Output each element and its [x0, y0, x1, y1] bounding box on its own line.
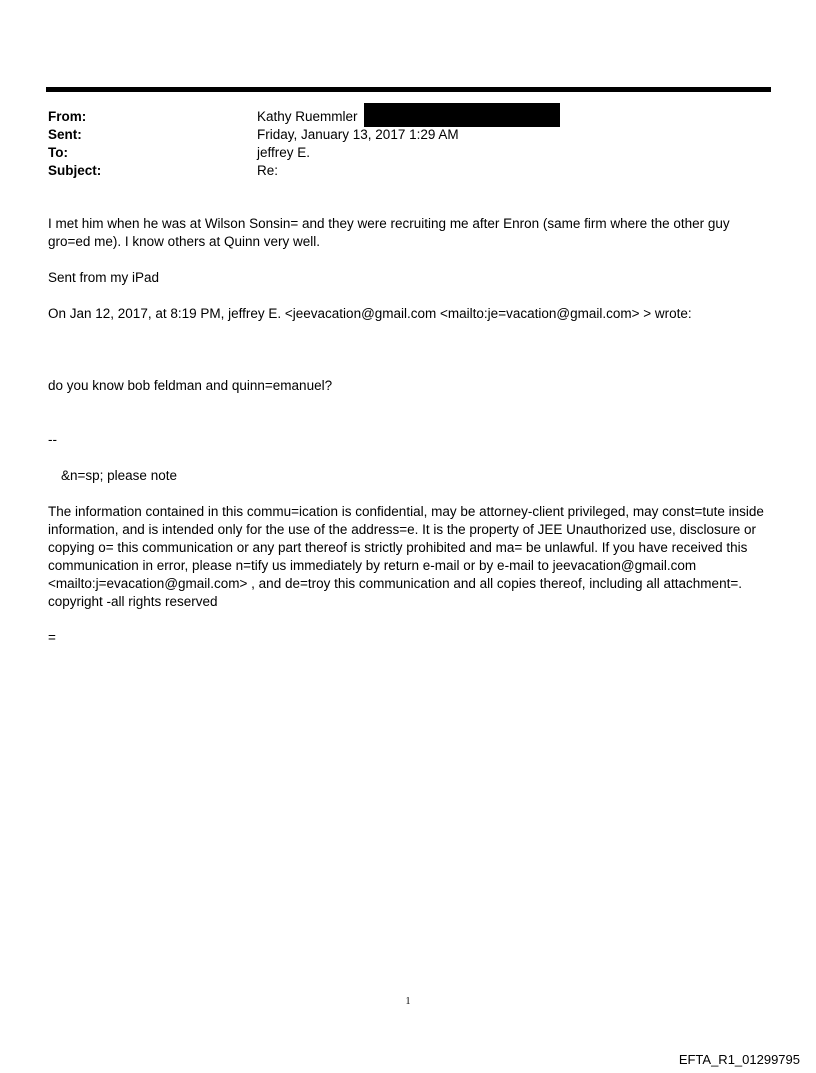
message-text: I met him when he was at Wilson Sonsin= and they were recruiting me after Enron (same firm where the other guy gro=ed me). I know others at Quinn very well.: [48, 216, 730, 249]
subject-row: [48, 162, 768, 180]
from-row: [48, 108, 768, 126]
email-header: [48, 108, 768, 180]
quote-intro-text: On Jan 12, 2017, at 8:19 PM, jeffrey E. <jeevacation@gmail.com <mailto:je=vacation@gmail.com> > wrote:: [48, 306, 692, 321]
sent-from-text: Sent from my iPad: [48, 270, 160, 285]
from-value: Kathy Ruemmler: [257, 109, 358, 124]
redaction-block: [364, 103, 560, 127]
quoted-question-text: do you know bob feldman and quinn=emanuel?: [48, 378, 333, 393]
sent-row: [48, 126, 768, 144]
to-label: To:: [48, 145, 68, 160]
header-rule: [46, 87, 771, 92]
email-body: [48, 215, 768, 647]
document-id: EFTA_R1_01299795: [678, 1052, 800, 1067]
signature-dash: --: [48, 432, 57, 447]
trailing-text: =: [48, 630, 56, 645]
to-value: jeffrey E.: [257, 145, 311, 160]
sent-label: Sent:: [48, 127, 82, 142]
from-value-wrap: [257, 108, 560, 127]
page-number: 1: [405, 996, 411, 1007]
note-text: &n=sp; please note: [61, 468, 177, 483]
disclaimer-text: The information contained in this commu=ication is confidential, may be attorney-client privileged, may const=tute inside information, and is intended only for the use of the address=e. It is the property of JEE Unauthorized use, disclosure or copying o= this communication or any part thereof is strictly prohibited and ma= be unlawful. If you have received this communication in error, please n=tify us immediately by return e-mail or by e-mail to jeevacation@gmail.com <mailto:j=evacation@gmail.com> , and de=troy this communication and all copies thereof, including all attachment=. copyright -all rights reserved: [48, 504, 764, 609]
sent-value: Friday, January 13, 2017 1:29 AM: [257, 127, 459, 142]
to-row: [48, 144, 768, 162]
subject-label: Subject:: [48, 163, 102, 178]
subject-value: Re:: [257, 163, 279, 178]
from-label: From:: [48, 109, 87, 124]
